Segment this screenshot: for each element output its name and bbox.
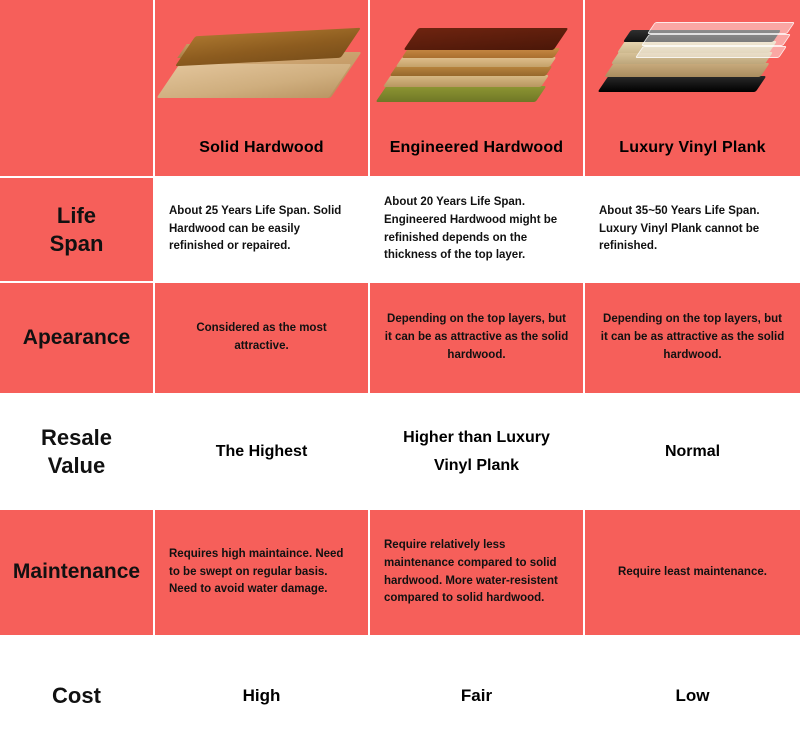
table-cell-cost-engineered-hardwood xyxy=(370,637,585,755)
table-cell-cost-luxury-vinyl-plank xyxy=(585,637,800,755)
row-header-label xyxy=(46,202,108,257)
table-cell-life-span-engineered-hardwood xyxy=(370,178,585,283)
cell-text: Normal xyxy=(664,442,721,460)
row-header-apearance xyxy=(0,283,155,395)
cell-text: Depending on the top layers, but it can be as attractive as the solid hardwood. xyxy=(384,313,569,361)
row-header-label-line1: Life xyxy=(56,203,97,228)
table-cell-maintenance-solid-hardwood xyxy=(155,510,370,637)
column-header-engineered-hardwood xyxy=(370,0,585,178)
table-cell-cost-solid-hardwood xyxy=(155,637,370,755)
cell-text: The Highest xyxy=(215,442,308,460)
row-header-label-line1: Resale xyxy=(41,425,112,450)
cell-text: Require relatively less maintenance compared to solid hardwood. More water-resistent compared to solid hardwood. xyxy=(384,538,558,605)
row-header-label: Apearance xyxy=(22,325,131,349)
cell-text: About 35~50 Years Life Span. Luxury Vinyl Plank cannot be refinished. xyxy=(599,204,760,253)
row-header-label: Maintenance xyxy=(12,560,141,584)
table-cell-apearance-luxury-vinyl-plank xyxy=(585,283,800,395)
table-cell-maintenance-luxury-vinyl-plank xyxy=(585,510,800,637)
column-header-solid-hardwood xyxy=(155,0,370,178)
cell-text: High xyxy=(242,686,281,705)
row-header-maintenance xyxy=(0,510,155,637)
row-header-label-line2: Value xyxy=(47,452,106,478)
engineered-hardwood-plank-image xyxy=(370,0,583,139)
row-header-life-span xyxy=(0,178,155,283)
table-cell-life-span-solid-hardwood xyxy=(155,178,370,283)
table-cell-apearance-engineered-hardwood xyxy=(370,283,585,395)
cell-text: About 25 Years Life Span. Solid Hardwood can be easily refinished or repaired. xyxy=(169,204,342,253)
table-cell-apearance-solid-hardwood xyxy=(155,283,370,395)
table-cell-resale-value-luxury-vinyl-plank xyxy=(585,395,800,510)
cell-text: Requires high maintaince. Need to be swept on regular basis. Need to avoid water damage. xyxy=(169,547,344,596)
cell-text: About 20 Years Life Span. Engineered Hardwood might be refinished depends on the thickness of the top layer. xyxy=(384,195,558,262)
cell-text: Require least maintenance. xyxy=(618,565,767,578)
row-header-label xyxy=(37,424,116,479)
column-header-label: Luxury Vinyl Plank xyxy=(619,139,766,156)
table-cell-life-span-luxury-vinyl-plank xyxy=(585,178,800,283)
table-cell-resale-value-engineered-hardwood xyxy=(370,395,585,510)
row-header-resale-value xyxy=(0,395,155,510)
table-cell-maintenance-engineered-hardwood xyxy=(370,510,585,637)
column-header-luxury-vinyl-plank xyxy=(585,0,800,178)
column-header-label: Solid Hardwood xyxy=(199,139,324,156)
cell-text: Depending on the top layers, but it can be as attractive as the solid hardwood. xyxy=(600,313,785,361)
cell-text: Higher than Luxury Vinyl Plank xyxy=(403,429,550,474)
cell-text: Low xyxy=(675,686,710,705)
row-header-cost xyxy=(0,637,155,755)
row-header-label: Cost xyxy=(52,683,101,709)
table-corner-cell xyxy=(0,0,155,178)
cell-text: Fair xyxy=(460,686,493,705)
cell-text: Considered as the most attractive. xyxy=(196,322,327,352)
solid-hardwood-plank-image xyxy=(155,0,368,139)
column-header-label: Engineered Hardwood xyxy=(389,139,564,156)
luxury-vinyl-plank-image xyxy=(585,0,800,139)
row-header-label-line2: Span xyxy=(49,230,104,256)
table-cell-resale-value-solid-hardwood xyxy=(155,395,370,510)
